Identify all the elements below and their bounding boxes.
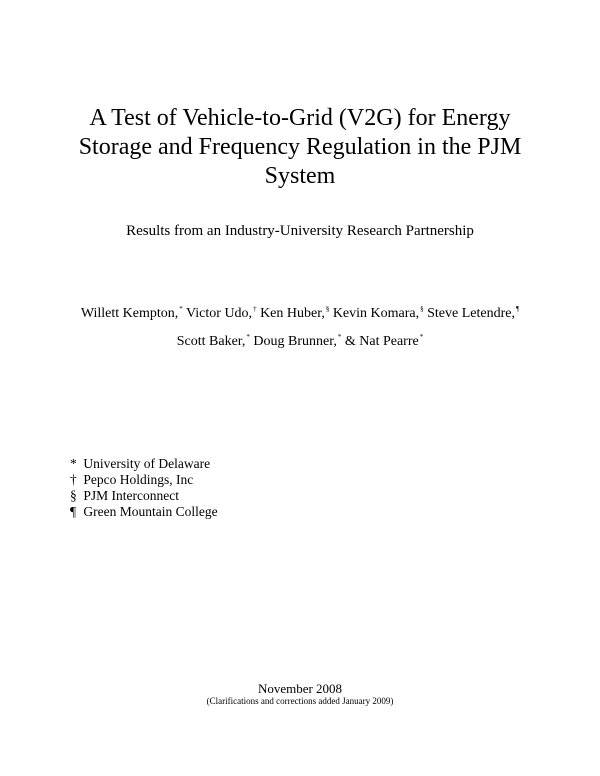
title-line: Storage and Frequency Regulation in the PJM (78, 134, 522, 160)
title-line: A Test of Vehicle-to-Grid (V2G) for Energy (89, 105, 511, 131)
author (253, 334, 341, 349)
paper-subtitle: Results from an Industry-University Research Partnership (126, 223, 474, 239)
author-name: Scott Baker, (176, 334, 246, 349)
author-affiliation-mark: § (420, 305, 424, 314)
title-line: System (264, 163, 336, 189)
author-name: Willett Kempton, (80, 306, 179, 321)
author-affiliation-mark: * (337, 333, 342, 342)
author-name: & Nat Pearre (344, 334, 419, 349)
author-name: Victor Udo, (186, 306, 253, 321)
affiliation-name: PJM Interconnect (83, 488, 179, 503)
affiliation-item (70, 472, 218, 488)
affiliation-name: Green Mountain College (83, 504, 218, 519)
author-affiliation-mark: § (325, 305, 330, 314)
affiliation-item (70, 504, 218, 520)
affiliation-name: Pepco Holdings, Inc (83, 472, 194, 487)
affiliation-symbol: § (70, 488, 77, 503)
author-line-2 (20, 333, 580, 351)
affiliation-item (70, 488, 218, 504)
author (427, 306, 519, 321)
author-name: Kevin Komara, (332, 306, 420, 321)
author-affiliation-mark: † (253, 305, 257, 314)
affiliation-item (70, 456, 218, 472)
affiliation-symbol: * (70, 456, 77, 471)
affiliation-symbol: † (70, 472, 77, 487)
author-name: Ken Huber, (260, 306, 325, 321)
paper-title (60, 104, 540, 191)
author (81, 306, 183, 321)
affiliations-list (70, 456, 218, 520)
author-affiliation-mark: ¶ (515, 305, 520, 314)
author-affiliation-mark: * (419, 333, 424, 342)
affiliation-name: University of Delaware (83, 456, 211, 471)
author (260, 306, 329, 321)
author-affiliation-mark: * (246, 333, 250, 342)
revision-note: (Clarifications and corrections added January 2009) (206, 696, 394, 706)
author-affiliation-mark: * (179, 305, 183, 314)
publication-date: November 2008 (257, 681, 343, 696)
author (177, 334, 250, 349)
author (333, 306, 424, 321)
affiliation-symbol: ¶ (70, 504, 77, 519)
author-name: Doug Brunner, (253, 334, 337, 349)
author-line-1 (20, 305, 580, 323)
author (186, 306, 257, 321)
author (345, 334, 423, 349)
author-name: Steve Letendre, (427, 306, 515, 321)
